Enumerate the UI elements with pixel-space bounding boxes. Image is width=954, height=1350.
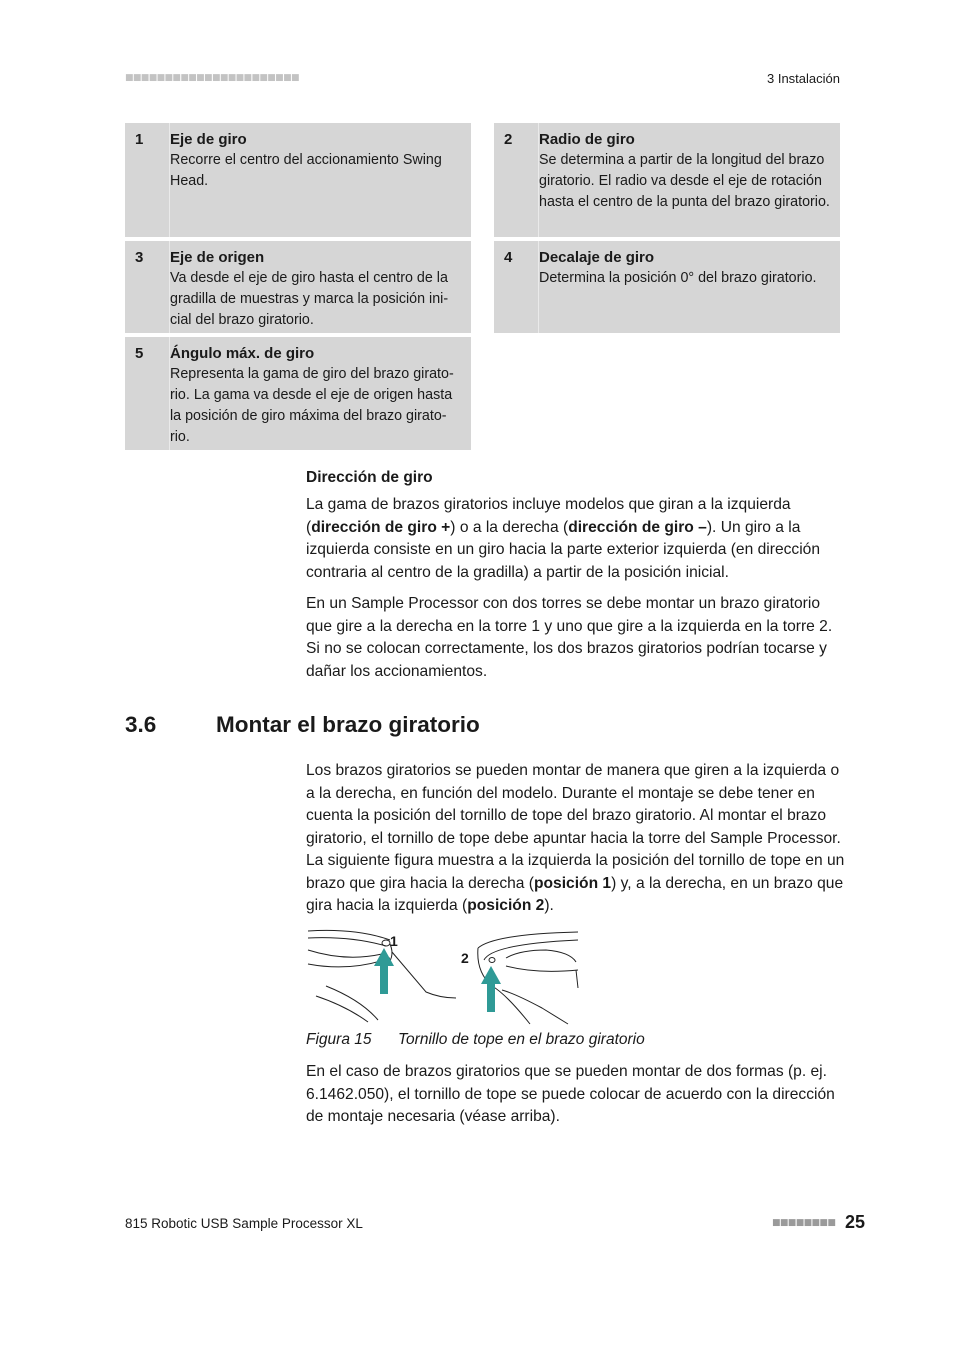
swing-arm-drawing xyxy=(306,928,586,1026)
figure-caption-text: Tornillo de tope en el brazo giratorio xyxy=(398,1031,645,1048)
legend-number: 3 xyxy=(125,241,170,333)
legend-description: Representa la gama de giro del brazo girato-rio. La gama va desde el eje de origen hasta la posición de giro máxima del brazo girato-rio. xyxy=(170,366,454,445)
legend-cell-2 xyxy=(494,123,840,237)
legend-number: 4 xyxy=(494,241,539,333)
legend-title: Eje de giro xyxy=(170,131,247,148)
legend-title: Decalaje de giro xyxy=(539,249,655,266)
figure-caption xyxy=(306,1029,645,1051)
direction-paragraph-2: En un Sample Processor con dos torres se debe montar un brazo giratorio que gire a la derecha en la torre 1 y uno que gire a la izquierda en la torre 2. Si no se colocan correctamente, los dos brazos giratorios podrían tocarse y dañar los accionamientos. xyxy=(306,595,833,680)
position-2-label: 2 xyxy=(461,950,469,966)
swing-arm-figure xyxy=(306,928,586,1026)
page-number: 25 xyxy=(845,1212,866,1232)
footer-document-title: 815 Robotic USB Sample Processor XL xyxy=(125,1216,363,1231)
section-paragraph-2: En el caso de brazos giratorios que se pueden montar de dos formas (p. ej. 6.1462.050), el tornillo de tope se puede colocar de acuerdo con la dirección de montaje necesaria (véase arriba). xyxy=(306,1063,835,1125)
legend-title: Radio de giro xyxy=(539,131,635,148)
legend-number: 2 xyxy=(494,123,539,237)
legend-cell-5 xyxy=(125,337,471,450)
header-decoration: ■■■■■■■■■■■■■■■■■■■■■■ xyxy=(125,73,299,83)
legend-title: Ángulo máx. de giro xyxy=(170,345,315,362)
direction-heading: Dirección de giro xyxy=(306,469,433,486)
section-title: Montar el brazo giratorio xyxy=(216,712,480,737)
legend-number: 5 xyxy=(125,337,170,450)
legend-title: Eje de origen xyxy=(170,249,265,266)
legend-description: Determina la posición 0° del brazo giratorio. xyxy=(539,270,817,286)
legend-cell-4 xyxy=(494,241,840,333)
legend-cell-3 xyxy=(125,241,471,333)
footer-decoration: ■■■■■■■■ xyxy=(772,1218,836,1228)
direction-paragraph-1: La gama de brazos giratorios incluye modelos que giran a la izquierda (dirección de giro +) o a la derecha (dirección de giro –). Un giro a la izquierda consiste en un giro hacia la parte exterior izquierda (en dirección contraria al centro de la gradilla) a partir de la posición inicial. xyxy=(306,496,821,581)
section-paragraph-1: Los brazos giratorios se pueden montar de manera que giren a la izquierda o a la derecha, en función del modelo. Durante el montaje se debe tener en cuenta la posición del tornillo de tope del brazo giratorio. Al montar el brazo giratorio, el tornillo de tope debe apuntar hacia la torre del Sample Processor. La siguiente figura muestra a la izquierda la posición del tornillo de tope en un brazo que gira hacia la derecha (posición 1) y, a la derecha, en un brazo que gira hacia la izquierda (posición 2). xyxy=(306,762,845,914)
arrow-icon xyxy=(374,948,501,1012)
legend-description: Recorre el centro del accionamiento Swing Head. xyxy=(170,152,442,189)
position-1-label: 1 xyxy=(390,933,398,949)
legend-cell-1 xyxy=(125,123,471,237)
chapter-label: 3 Instalación xyxy=(767,71,840,86)
legend-description: Va desde el eje de giro hasta el centro de la gradilla de muestras y marca la posición ini-cial del brazo giratorio. xyxy=(170,270,449,328)
figure-caption-label: Figura 15 xyxy=(306,1031,372,1048)
legend-description: Se determina a partir de la longitud del brazo giratorio. El radio va desde el eje de rotación hasta el centro de la punta del brazo giratorio. xyxy=(539,152,830,210)
section-number: 3.6 xyxy=(125,712,157,737)
legend-number: 1 xyxy=(125,123,170,237)
